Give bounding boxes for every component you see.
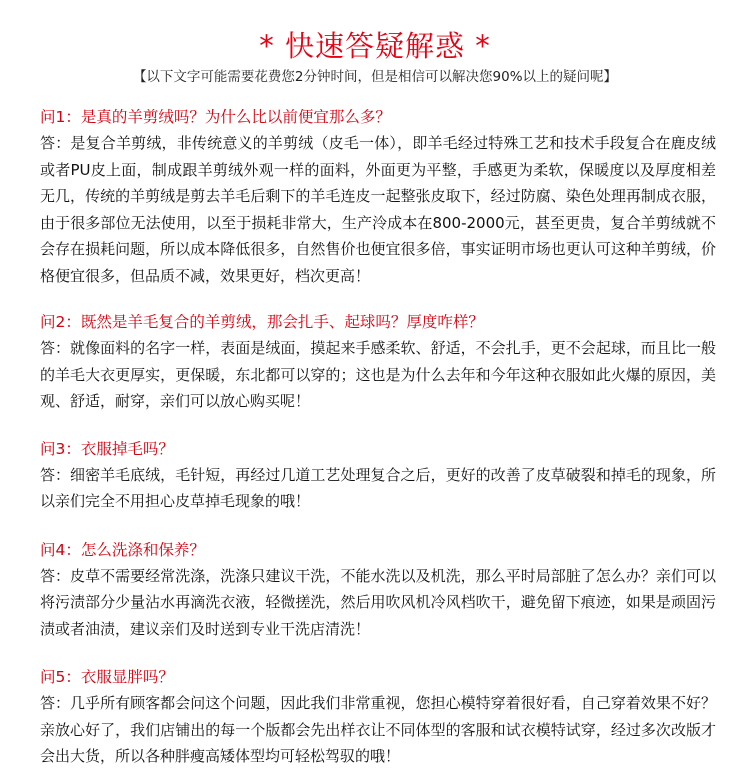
faq-answer: 答：皮草不需要经常洗涤，洗涤只建议干洗，不能水洗以及机洗，那么平时局部脏了怎么办？亲们可以将污渍部分少量沾水再滴洗衣液，轻微搓洗，然后用吹风机冷风档吹干，避免留下痕迹，如果是顽固污渍或者油渍，建议亲们及时送到专业干洗店清洗！ [40, 566, 716, 638]
faq-question: 问4：怎么洗涤和保养？ [40, 540, 205, 559]
faq-answer: 答：几乎所有顾客都会问这个问题，因此我们非常重视，您担心模特穿着很好看，自己穿着效果不好？亲放心好了，我们店铺出的每一个版都会先出样衣让不同体型的客服和试衣模特试穿，经过多次改版才会出大货，所以各种胖瘦高矮体型均可轻松驾驭的哦！ [40, 694, 716, 765]
faq-list [40, 104, 716, 770]
faq-question: 问2：既然是羊毛复合的羊剪绒，那会扎手、起球吗？厚度咋样？ [40, 313, 484, 331]
faq-question: 问5：衣服显胖吗？ [40, 668, 174, 686]
faq-item [40, 436, 716, 515]
faq-item [40, 104, 716, 289]
faq-question: 问3：衣服掉毛吗？ [40, 439, 174, 458]
faq-item [40, 664, 716, 770]
intro-note: 【以下文字可能需要花费您2分钟时间，但是相信可以解决您90%以上的疑问呢】 [132, 69, 618, 85]
faq-item [40, 309, 716, 415]
faq-answer: 答：是复合羊剪绒，非传统意义的羊剪绒（皮毛一体），即羊毛经过特殊工艺和技术手段复合在鹿皮绒或者PU皮上面，制成跟羊剪绒外观一样的面料，外面更为平整，手感更为柔软，保暖度以及厚度相差无几，传统的羊剪绒是剪去羊毛后剩下的羊毛连皮一起整张皮取下，经过防腐、染色处理再制成衣服，由于很多部位无法使用，以至于损耗非常大，生产泠成本在800-2000元，甚至更贵，复合羊剪绒就不会存在损耗问题，所以成本降低很多，自然售价也便宜很多倍，事实证明市场也更认可这种羊剪绒，价格便宜很多，但品质不减，效果更好，档次更高！ [40, 134, 716, 285]
page-title: * 快速答疑解惑 * [259, 29, 491, 63]
faq-answer: 答：细密羊毛底绒，毛针短，再经过几道工艺处理复合之后，更好的改善了皮草破裂和掉毛的现象，所以亲们完全不用担心皮草掉毛现象的哦！ [40, 465, 716, 510]
faq-question: 问1：是真的羊剪绒吗？为什么比以前便宜那么多？ [40, 108, 391, 126]
faq-answer: 答：就像面料的名字一样，表面是绒面，摸起来手感柔软、舒适，不会扎手，更不会起球，而且比一般的羊毛大衣更厚实，更保暖，东北都可以穿的；这也是为什么去年和今年这种衣服如此火爆的原因，美观、舒适，耐穿，亲们可以放心购买呢！ [40, 339, 716, 410]
faq-item [40, 537, 716, 643]
